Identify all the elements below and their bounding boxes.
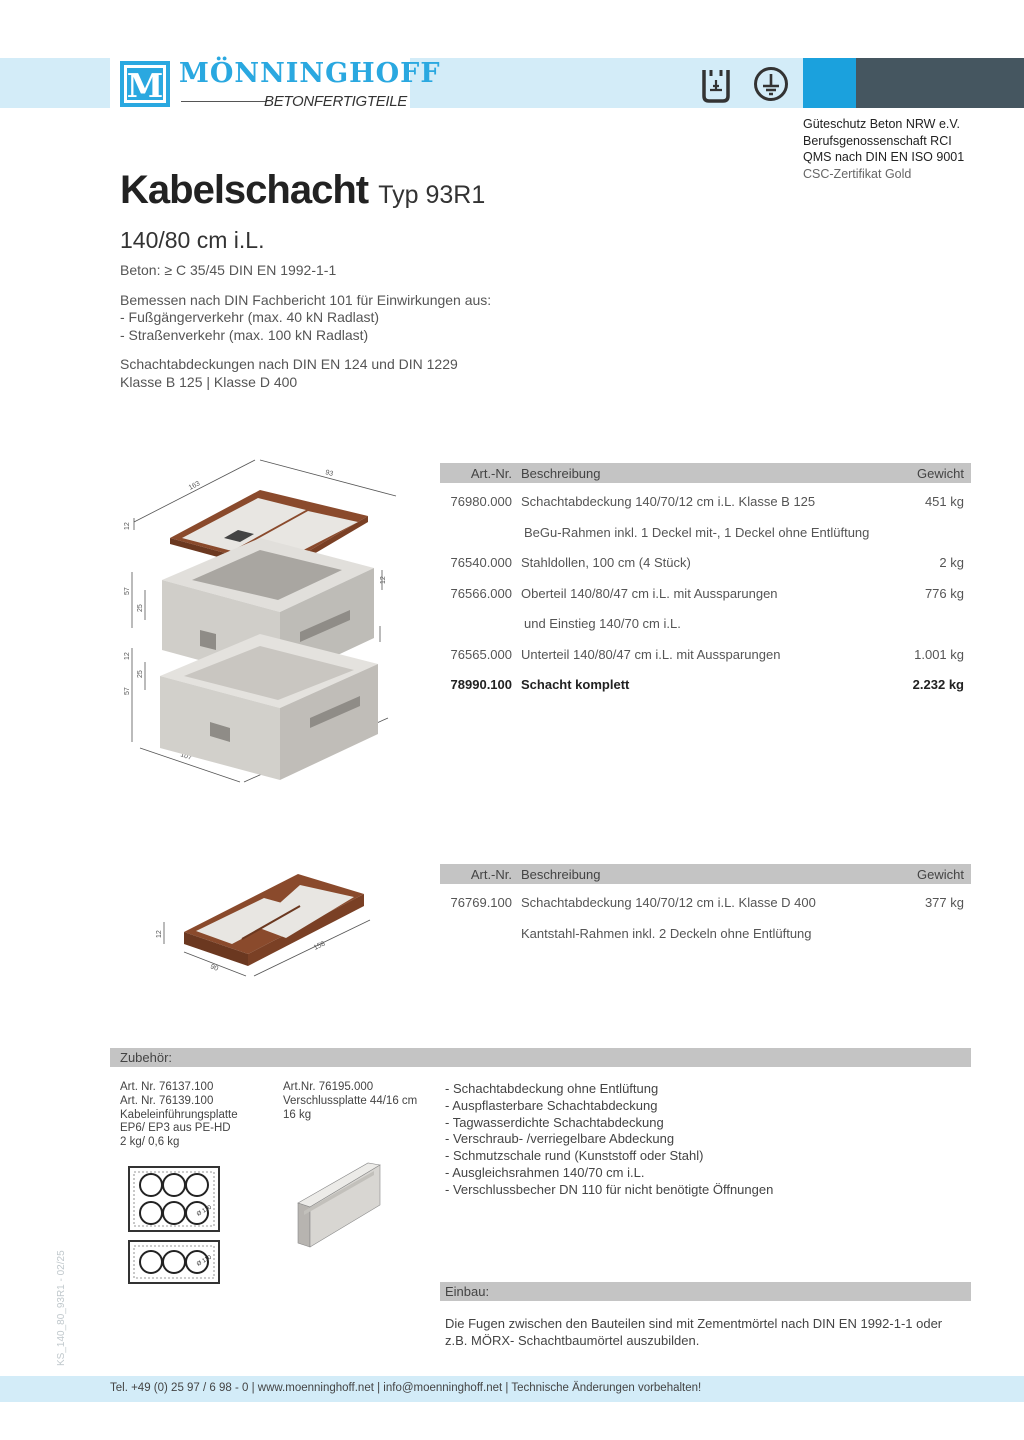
- list-item: - Ausgleichsrahmen 140/70 cm i.L.: [445, 1164, 645, 1180]
- footer-contact: Tel. +49 (0) 25 97 / 6 98 - 0 | www.moenninghoff.net | info@moenninghoff.net | Technische Änderungen vorbehalten!: [110, 1382, 702, 1394]
- article-weight: 2 kg: [939, 555, 964, 570]
- article-desc: Stahldollen, 100 cm (4 Stück): [521, 555, 691, 570]
- list-item: - Verschraub- /verriegelbare Abdeckung: [445, 1131, 675, 1147]
- accessories-list: [445, 1081, 773, 1199]
- article-weight: 2.232 kg: [912, 677, 964, 692]
- logo-m-icon: [119, 60, 171, 108]
- accessory-line: Kabeleinführungsplatte: [120, 1108, 238, 1121]
- accessory-line: 16 kg: [283, 1108, 312, 1121]
- accessory-line: Art.Nr. 76195.000: [283, 1081, 374, 1093]
- accessory-line: Art. Nr. 76137.100: [120, 1081, 214, 1093]
- accessory-line: EP6/ EP3 aus PE-HD: [120, 1122, 231, 1135]
- accessories-bar: [110, 1048, 971, 1067]
- list-item: - Auspflasterbare Schachtabdeckung: [445, 1097, 658, 1113]
- article-nr: 76980.000: [450, 494, 512, 509]
- logo-letter: M: [126, 66, 164, 105]
- article-weight: 377 kg: [924, 895, 964, 910]
- table-row-total: [440, 672, 971, 703]
- page-title: [120, 168, 485, 213]
- cable-entry-plate-ep3-drawing: [128, 1240, 220, 1284]
- cert-item: Güteschutz Beton NRW e.V.: [803, 117, 961, 131]
- table-row: [440, 550, 971, 581]
- cover-line: Klasse B 125 | Klasse D 400: [120, 373, 298, 390]
- installation-text: Die Fugen zwischen den Bauteilen sind mit Zementmörtel nach DIN EN 1992-1-1 oder z.B. MÖRX- Schachtbaumörtel auszubilden.: [445, 1316, 943, 1348]
- article-weight: 451 kg: [924, 494, 964, 509]
- dim-label: 25: [137, 670, 144, 678]
- design-spec: [120, 292, 491, 345]
- dim-label: 158: [312, 940, 327, 952]
- article-desc: und Einstieg 140/70 cm i.L.: [524, 616, 681, 631]
- accessory-line: Art. Nr. 76139.100: [120, 1094, 214, 1107]
- accessory-item-1: [120, 1081, 238, 1150]
- table-row: [440, 611, 971, 642]
- product-intro: [120, 262, 491, 403]
- header-weight: Gewicht: [917, 867, 964, 882]
- list-item: - Schachtabdeckung ohne Entlüftung: [445, 1081, 659, 1096]
- article-weight: 1.001 kg: [914, 646, 964, 662]
- article-desc: Kantstahl-Rahmen inkl. 2 Deckeln ohne Entlüftung: [521, 925, 812, 941]
- table-header: [440, 864, 971, 884]
- article-desc: Schachtabdeckung 140/70/12 cm i.L. Klasse D 400: [521, 895, 816, 910]
- dim-label: 90: [209, 963, 220, 973]
- table-header: [440, 463, 971, 483]
- cable-shaft-icon: [700, 66, 732, 104]
- installation-bar: [440, 1282, 971, 1301]
- header-accent-blue: [803, 58, 856, 108]
- certification-list: [803, 116, 964, 182]
- table-row: [440, 890, 971, 921]
- pipe-label: Ø 110: [196, 1254, 213, 1268]
- header-accent-grey: [856, 58, 1024, 108]
- article-nr: 76566.000: [450, 585, 512, 601]
- list-item: - Schmutzschale rund (Kunststoff oder Stahl): [445, 1148, 704, 1164]
- cover-line: Schachtabdeckungen nach DIN EN 124 und DIN 1229: [120, 356, 458, 372]
- list-item: - Verschlussbecher DN 110 für nicht benötigte Öffnungen: [445, 1181, 774, 1197]
- article-desc: Unterteil 140/80/47 cm i.L. mit Aussparungen: [521, 646, 781, 662]
- cover-spec: [120, 356, 491, 391]
- brand-subtitle: BETONFERTIGTEILE: [264, 93, 408, 110]
- table-row: [440, 581, 971, 612]
- design-line: - Fußgängerverkehr (max. 40 kN Radlast): [120, 309, 380, 325]
- dim-label: 57: [124, 587, 131, 595]
- article-desc: Schacht komplett: [521, 677, 630, 692]
- document-code-text: KS_140_80_93R1 - 02/25: [56, 1250, 67, 1366]
- cover-d400-drawing: [150, 858, 380, 978]
- accessories-title: Zubehör:: [120, 1050, 173, 1065]
- dim-label: 12: [380, 576, 387, 584]
- dim-label: 12: [124, 522, 131, 530]
- accessory-item-2: [283, 1081, 417, 1122]
- dim-label: 107: [179, 751, 193, 762]
- header-nr: Art.-Nr.: [470, 466, 512, 481]
- article-table-1: [440, 463, 971, 703]
- header-desc: Beschreibung: [521, 466, 601, 481]
- accessory-line: Verschlussplatte 44/16 cm: [283, 1094, 418, 1107]
- table-row: [440, 520, 971, 551]
- header-weight: Gewicht: [917, 466, 964, 481]
- accessory-line: 2 kg/ 0,6 kg: [120, 1136, 180, 1149]
- product-type: Typ 93R1: [378, 181, 486, 209]
- cert-item: Berufsgenossenschaft RCI: [803, 133, 952, 148]
- product-title: Kabelschacht: [120, 168, 369, 212]
- installation-title: Einbau:: [445, 1284, 490, 1299]
- header-nr: Art.-Nr.: [470, 867, 512, 882]
- article-desc: BeGu-Rahmen inkl. 1 Deckel mit-, 1 Deckel ohne Entlüftung: [524, 524, 870, 540]
- table-row: [440, 921, 971, 952]
- article-table-2: [440, 864, 971, 951]
- table-row: [440, 642, 971, 673]
- dim-label: 12: [156, 930, 163, 938]
- brand-name: MÖNNINGHOFF: [179, 58, 441, 89]
- product-size: 140/80 cm i.L.: [120, 227, 265, 253]
- table-row: [440, 489, 971, 520]
- article-weight: 776 kg: [924, 585, 964, 601]
- dim-label: 12: [124, 652, 131, 660]
- logo-divider: [181, 101, 267, 102]
- article-nr: 76565.000: [450, 646, 512, 662]
- design-line: Bemessen nach DIN Fachbericht 101 für Einwirkungen aus:: [120, 291, 492, 308]
- article-desc: Oberteil 140/80/47 cm i.L. mit Aussparungen: [521, 585, 778, 601]
- cert-item: CSC-Zertifikat Gold: [803, 166, 912, 181]
- document-code: [56, 1166, 67, 1366]
- design-line: - Straßenverkehr (max. 100 kN Radlast): [120, 326, 369, 343]
- pipe-label: Ø 110: [196, 1204, 213, 1218]
- cert-item: QMS nach DIN EN ISO 9001: [803, 150, 965, 164]
- closing-plate-drawing: [290, 1155, 385, 1250]
- article-nr: 76540.000: [450, 555, 512, 570]
- ground-earth-icon: [753, 66, 789, 102]
- dim-label: 163: [187, 480, 202, 492]
- article-desc: Schachtabdeckung 140/70/12 cm i.L. Klasse B 125: [521, 494, 816, 509]
- list-item: - Tagwasserdichte Schachtabdeckung: [445, 1114, 664, 1130]
- header-desc: Beschreibung: [521, 867, 601, 882]
- concrete-spec: Beton: ≥ C 35/45 DIN EN 1992-1-1: [120, 262, 337, 278]
- article-nr: 78990.100: [450, 677, 512, 692]
- dim-label: 25: [137, 604, 144, 612]
- article-nr: 76769.100: [450, 895, 512, 910]
- cable-entry-plate-ep6-drawing: [128, 1166, 220, 1232]
- dim-label: 93: [324, 469, 334, 478]
- dim-label: 57: [124, 687, 131, 695]
- shaft-exploded-drawing: [120, 450, 405, 790]
